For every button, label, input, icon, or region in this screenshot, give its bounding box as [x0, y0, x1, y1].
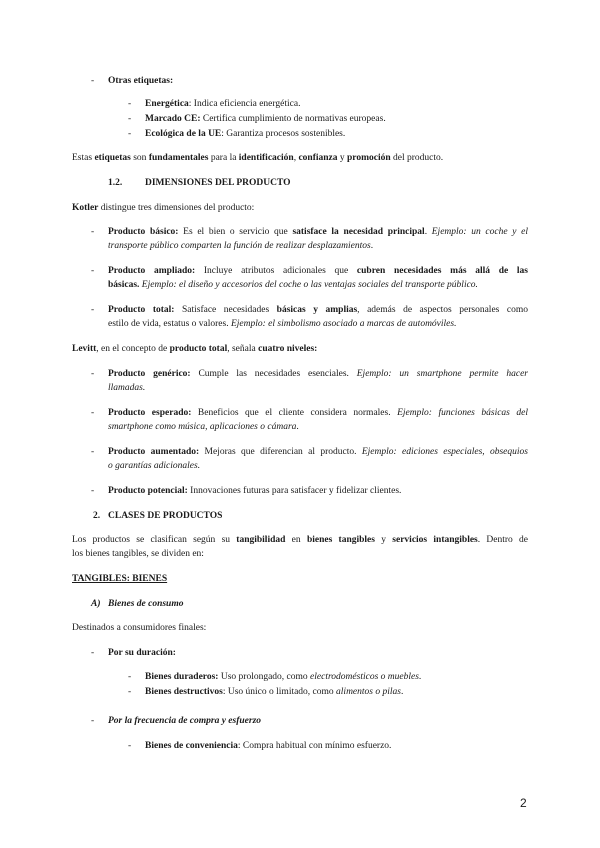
bullet-dash: -	[91, 305, 95, 315]
list-item: Marcado CE: Certifica cumplimiento de normativas europeas.	[145, 114, 386, 124]
section-title: CLASES DE PRODUCTOS	[108, 511, 223, 521]
subsection-letter: A)	[91, 599, 101, 609]
list-item: Bienes de conveniencia: Compra habitual con mínimo esfuerzo.	[145, 741, 392, 751]
list-item: Producto potencial: Innovaciones futuras para satisfacer y fidelizar clientes.	[108, 486, 402, 496]
duracion-heading: Por su duración:	[108, 648, 176, 658]
bullet-dash: -	[91, 716, 95, 726]
list-item-cont: o garantías adicionales.	[108, 461, 201, 471]
bullet-dash: -	[128, 129, 132, 139]
section-number: 2.	[93, 511, 101, 521]
list-item: Producto ampliado: Incluye atributos adicionales que cubren necesidades más allá de las	[108, 266, 528, 276]
frecuencia-heading: Por la frecuencia de compra y esfuerzo	[108, 716, 262, 726]
list-item-cont: estilo de vida, estatus o valores. Ejemplo: el simbolismo asociado a marcas de automóviles.	[108, 319, 457, 329]
list-item-cont: smartphone como música, aplicaciones o cámara.	[108, 422, 299, 432]
clases-paragraph-cont: los bienes tangibles, se dividen en:	[72, 549, 204, 559]
tangibles-heading: TANGIBLES: BIENES	[72, 574, 168, 584]
list-item: Producto genérico: Cumple las necesidades esenciales. Ejemplo: un smartphone permite hacer	[108, 369, 528, 379]
bullet-dash: -	[128, 687, 132, 697]
subsection-title: Bienes de consumo	[108, 599, 184, 609]
section-title: DIMENSIONES DEL PRODUCTO	[145, 178, 291, 188]
clases-paragraph: Los productos se clasifican según su tangibilidad en bienes tangibles y servicios intangibles. Dentro de	[72, 535, 529, 545]
list-item: Producto esperado: Beneficios que el cliente considera normales. Ejemplo: funciones básicas del	[108, 408, 528, 418]
bullet-dash: -	[91, 408, 95, 418]
bullet-dash: -	[91, 648, 95, 658]
kotler-intro: Kotler distingue tres dimensiones del producto:	[72, 203, 255, 213]
list-item: Bienes duraderos: Uso prolongado, como electrodomésticos o muebles.	[145, 672, 422, 682]
list-item: Bienes destructivos: Uso único o limitado, como alimentos o pilas.	[145, 687, 404, 697]
bullet-dash: -	[128, 99, 132, 109]
list-item: Ecológica de la UE: Garantiza procesos sostenibles.	[145, 129, 346, 139]
bullet-dash: -	[91, 266, 95, 276]
bullet-dash: -	[128, 672, 132, 682]
bullet-dash: -	[91, 447, 95, 457]
page-number: 2	[520, 796, 527, 810]
list-item: Energética: Indica eficiencia energética.	[145, 99, 301, 109]
otras-heading: Otras etiquetas:	[108, 76, 174, 86]
list-item-cont: básicas. Ejemplo: el diseño y accesorios del coche o las ventajas sociales del transporte público.	[108, 280, 478, 290]
bullet-dash: -	[91, 227, 95, 237]
bullet-dash: -	[91, 76, 95, 86]
otras-summary: Estas etiquetas son fundamentales para la identificación, confianza y promoción del producto.	[72, 153, 444, 163]
list-item-cont: transporte público comparten la función de realizar desplazamientos.	[108, 241, 374, 251]
bullet-dash: -	[91, 486, 95, 496]
section-number: 1.2.	[108, 178, 123, 188]
list-item-cont: llamadas.	[108, 383, 146, 393]
list-item: Producto total: Satisface necesidades básicas y amplias, además de aspectos personales como	[108, 305, 528, 315]
levitt-intro: Levitt, en el concepto de producto total, señala cuatro niveles:	[72, 344, 318, 354]
bullet-dash: -	[91, 369, 95, 379]
list-item: Producto aumentado: Mejoras que diferencian al producto. Ejemplo: ediciones especiales, obsequios	[108, 447, 528, 457]
destinados-text: Destinados a consumidores finales:	[72, 623, 207, 633]
bullet-dash: -	[128, 741, 132, 751]
list-item: Producto básico: Es el bien o servicio que satisface la necesidad principal. Ejemplo: un coche y el	[108, 227, 528, 237]
bullet-dash: -	[128, 114, 132, 124]
